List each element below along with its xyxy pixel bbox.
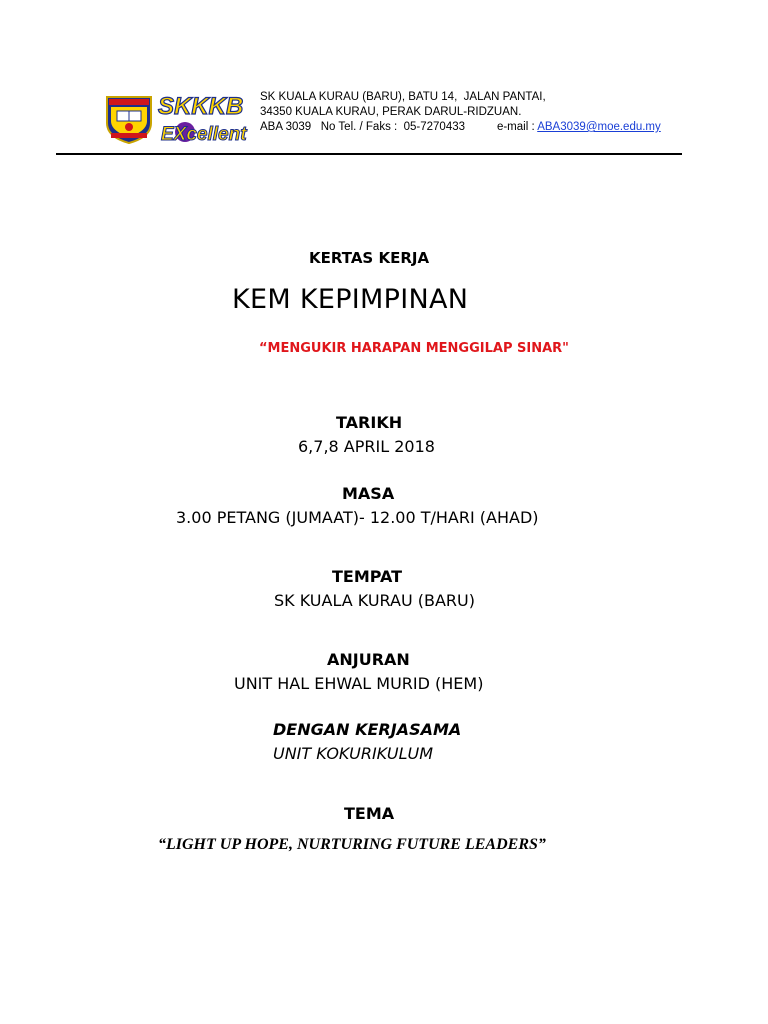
page-title: KEM KEPIMPINAN [232, 284, 469, 315]
anjuran-value: UNIT HAL EHWAL MURID (HEM) [234, 674, 484, 693]
kerjasama-label: DENGAN KERJASAMA [273, 720, 462, 739]
logo-line-1: SKKKB [158, 93, 244, 120]
slogan: “MENGUKIR HARAPAN MENGGILAP SINAR" [259, 341, 569, 356]
kerjasama-value: UNIT KOKURIKULUM [273, 744, 434, 763]
tempat-label: TEMPAT [332, 567, 403, 586]
contact-line: ABA 3039 No Tel. / Faks : 05-7270433 e-mail : [260, 121, 538, 133]
tarikh-value: 6,7,8 APRIL 2018 [298, 437, 435, 456]
logo-line-2: EXcellent [161, 124, 247, 145]
school-crest-icon [103, 93, 155, 145]
masa-value: 3.00 PETANG (JUMAAT)- 12.00 T/HARI (AHAD) [176, 508, 539, 527]
doc-type-heading: KERTAS KERJA [309, 249, 430, 267]
address-line-1: SK KUALA KURAU (BARU), BATU 14, JALAN PANTAI, [260, 91, 546, 103]
tema-value: “LIGHT UP HOPE, NURTURING FUTURE LEADERS” [158, 836, 546, 853]
address-line-2: 34350 KUALA KURAU, PERAK DARUL-RIDZUAN. [260, 106, 522, 118]
anjuran-label: ANJURAN [327, 650, 410, 669]
email-link[interactable]: ABA3039@moe.edu.my [537, 121, 661, 133]
tarikh-label: TARIKH [336, 413, 403, 432]
school-address [260, 90, 661, 135]
masa-label: MASA [342, 484, 395, 503]
tema-label: TEMA [344, 804, 395, 823]
tempat-value: SK KUALA KURAU (BARU) [274, 591, 475, 610]
header-divider [56, 153, 682, 155]
skkkb-excellent-logo [155, 88, 253, 148]
